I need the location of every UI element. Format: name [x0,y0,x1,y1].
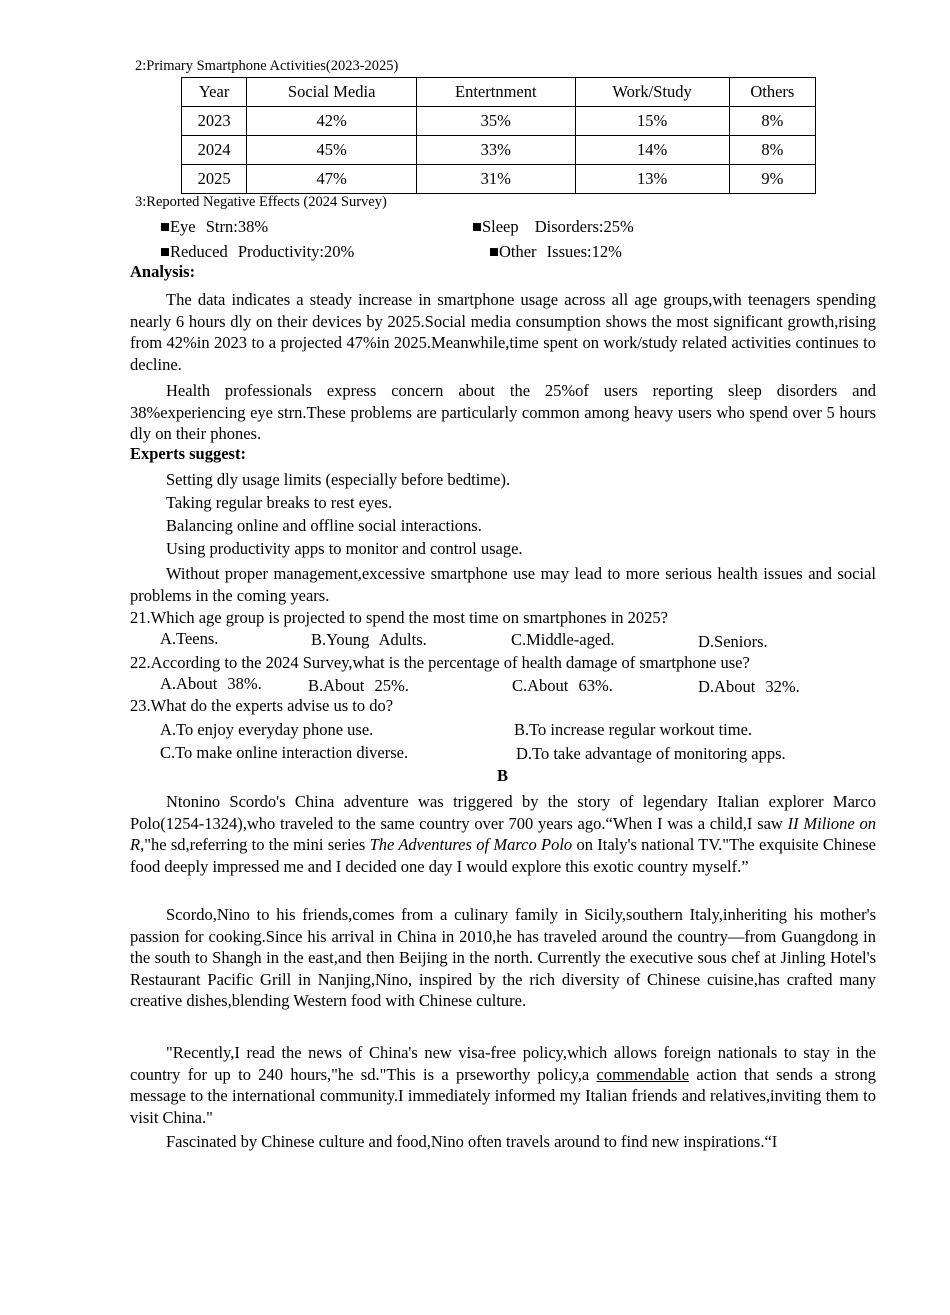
table-cell: 8% [729,136,815,165]
effect-reduced-productivity: ■Reduced Productivity:20% [160,242,355,261]
experts-heading: Experts suggest: [130,444,246,463]
expert-item: Balancing online and offline social interactions. [166,516,482,535]
question-22-option-c[interactable]: C.About 63%. [512,676,613,695]
passage-b-paragraph-2: Scordo,Nino to his friends,comes from a culinary family in Sicily,southern Italy,inheriting his mother's passion for cooking.Since his arrival in China in 2010,he has traveled around the country—from Guangdong in the south to Shangh in the east,and then Beijing in the north. Currently the executive sous chef at Jinling Hotel's Restaurant Pacific Grill in Nanjing,Nino, inspired by the rich diversity of Chinese cuisine,has crafted many creative dishes,blending Western food with Chinese culture. [130,905,876,1010]
header-cell: Year [182,78,247,107]
question-21-option-c[interactable]: C.Middle-aged. [511,630,615,649]
table-cell: 14% [575,136,729,165]
table-cell: 8% [729,107,815,136]
table-row [182,165,816,194]
table-cell: 15% [575,107,729,136]
question-21-option-d[interactable]: D.Seniors. [698,632,768,651]
header-cell: Social Media [247,78,417,107]
analysis-paragraph-2: Health professionals express concern about the 25%of users reporting sleep disorders and 38%experiencing eye strn.These problems are particularly common among heavy users who spend over 5 hours dly on their phones. [130,381,876,443]
question-23-option-b[interactable]: B.To increase regular workout time. [514,720,753,739]
header-cell: Entertnment [417,78,575,107]
passage-b-paragraph-4: Fascinated by Chinese culture and food,Nino often travels around to find new inspirations.“I [166,1132,778,1151]
effect-eye-strain: ■Eye Strn:38% [160,217,269,236]
table-cell: 13% [575,165,729,194]
question-21-stem: 21.Which age group is projected to spend the most time on smartphones in 2025? [130,608,668,627]
header-cell: Others [729,78,815,107]
passage-b-paragraph-1 [130,791,876,877]
question-23-option-d[interactable]: D.To take advantage of monitoring apps. [516,744,786,763]
table-cell: 9% [729,165,815,194]
question-23-stem: 23.What do the experts advise us to do? [130,696,394,715]
table-cell: 2024 [182,136,247,165]
passage-b-heading: B [497,766,509,785]
question-23-option-c[interactable]: C.To make online interaction diverse. [160,743,409,762]
question-21-option-b[interactable]: B.Young Adults. [311,630,427,649]
table-row [182,107,816,136]
table-cell: 2023 [182,107,247,136]
experts-closing: Without proper management,excessive smartphone use may lead to more serious health issues and social problems in the coming years. [130,564,876,605]
effect-other-issues: ■Other Issues:12% [489,242,622,261]
table-row [182,136,816,165]
table-cell: 31% [417,165,575,194]
expert-item: Using productivity apps to monitor and control usage. [166,539,523,558]
table-cell: 42% [247,107,417,136]
underlined-word: commendable [596,1064,690,1084]
analysis-paragraph-1: The data indicates a steady increase in smartphone usage across all age groups,with teenagers spending nearly 6 hours dly on their devices by 2025.Social media consumption shows the most significant growth,rising from 42%in 2023 to a projected 47%in 2025.Meanwhile,time spent on work/study related activities continues to decline. [130,290,876,374]
p1-text-a: Ntonino Scordo's China adventure was triggered by the story of legendary Italian explorer Marco Polo(1254-1324),who traveled to the same country over 700 years ago.“When I was a child,I saw [130,792,876,833]
activities-table [181,77,816,194]
p1-text-c: on Italy's national TV."The exquisite Chinese food deeply impressed me and I decided one day I would explore this exotic country myself.” [130,835,876,876]
header-cell: Work/Study [575,78,729,107]
question-22-option-d[interactable]: D.About 32%. [698,677,800,696]
table-cell: 35% [417,107,575,136]
table-cell: 2025 [182,165,247,194]
p1-title-2: The Adventures of Marco Polo [369,835,573,854]
table-cell: 45% [247,136,417,165]
section2-title: 2:Primary Smartphone Activities(2023-2025) [135,58,399,74]
expert-item: Taking regular breaks to rest eyes. [166,493,393,512]
question-22-stem: 22.According to the 2024 Survey,what is the percentage of health damage of smartphone use? [130,653,750,672]
question-22-option-b[interactable]: B.About 25%. [308,676,409,695]
analysis-heading: Analysis: [130,262,196,281]
p3-text-b: action that sends a strong message to the international community.I immediately informed my Italian friends and relatives,inviting them to visit China." [130,1064,877,1127]
question-21-option-a[interactable]: A.Teens. [160,629,219,648]
question-22-option-a[interactable]: A.About 38%. [160,674,262,693]
table-header-row [182,78,816,107]
question-23-option-a[interactable]: A.To enjoy everyday phone use. [160,720,374,739]
table-cell: 33% [417,136,575,165]
passage-b-paragraph-3 [130,1042,876,1128]
expert-item: Setting dly usage limits (especially before bedtime). [166,470,511,489]
p3-text-a: "Recently,I read the news of China's new visa-free policy,which allows foreign nationals to stay in the country for up to 240 hours,"he sd."This is a prseworthy policy,a [130,1043,876,1084]
table-cell: 47% [247,165,417,194]
p1-text-b: ,"he sd,referring to the mini series [140,835,370,854]
section3-title: 3:Reported Negative Effects (2024 Survey) [135,194,387,210]
effect-sleep-disorders: ■Sleep Disorders:25% [472,217,634,236]
p1-title-1: II Milione on R [130,813,876,854]
